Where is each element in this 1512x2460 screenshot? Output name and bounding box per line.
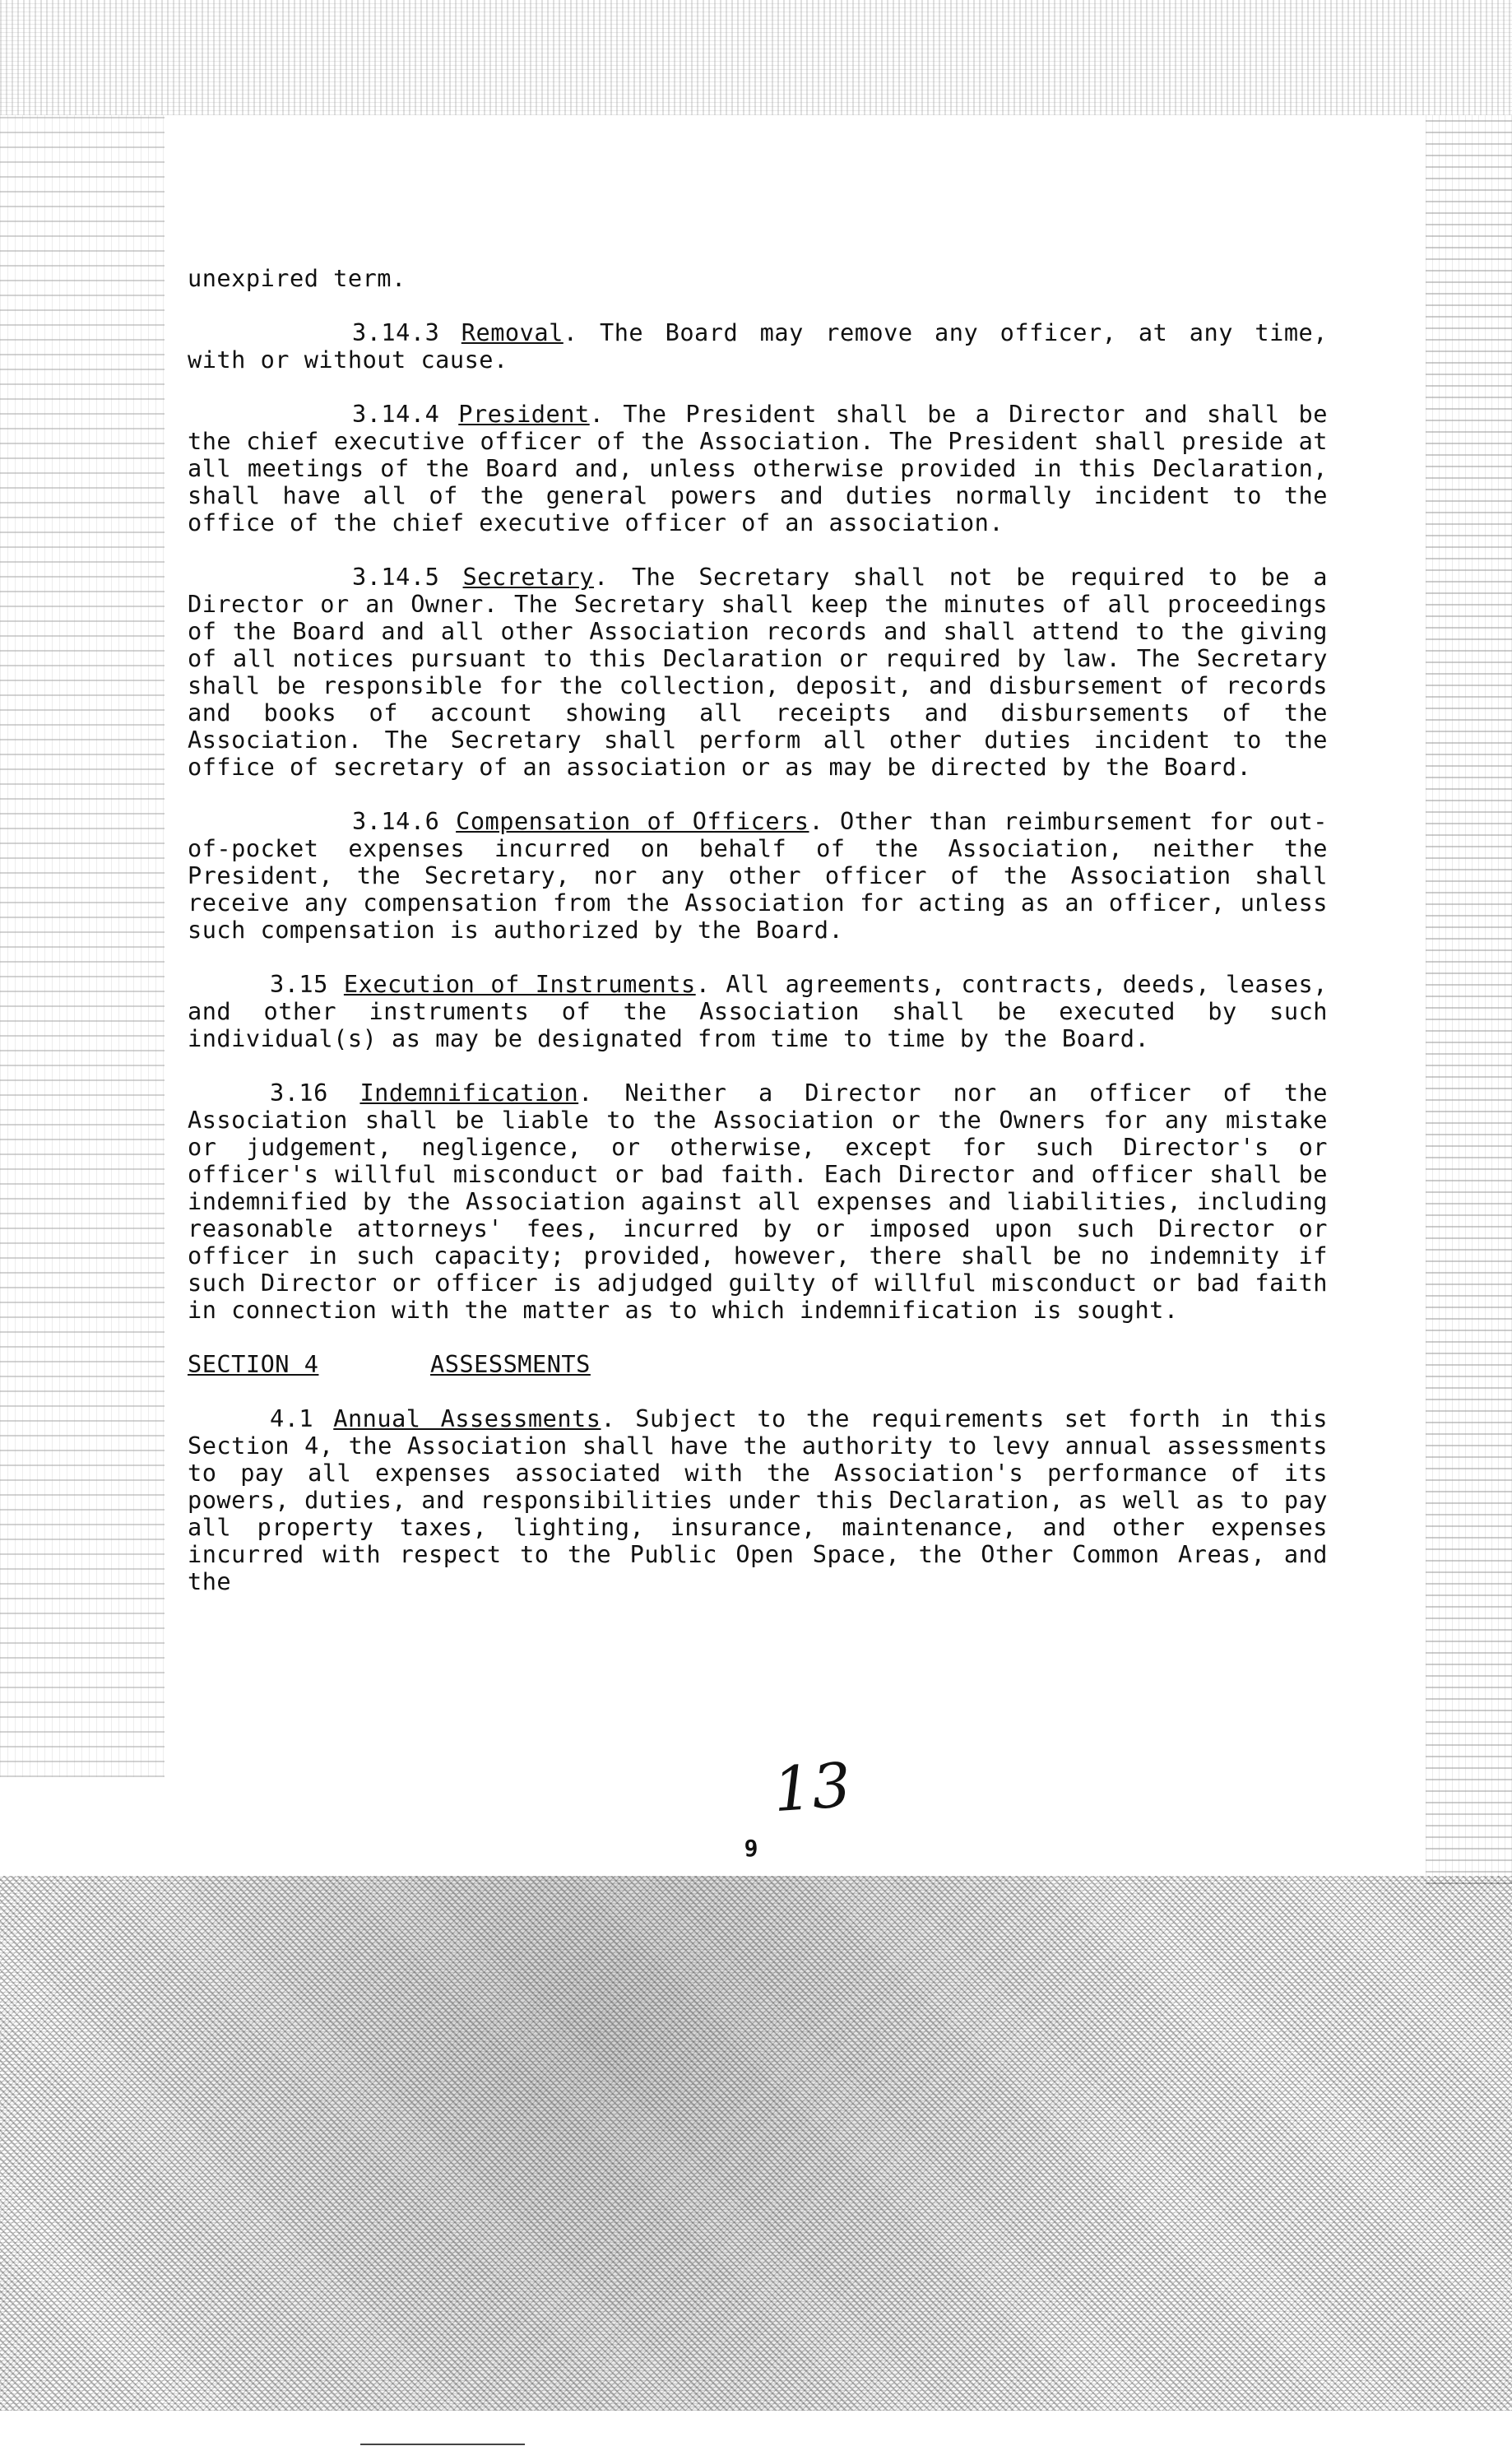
paragraph-annual-assessments <box>188 1405 1328 1595</box>
scan-noise-right-margin <box>1426 115 1512 1884</box>
paragraph-body: . The Board may remove any officer, at any time, with or without cause. <box>188 318 1328 374</box>
paragraph-heading: President <box>458 400 590 428</box>
paragraph-body: . The Secretary shall not be required to be a Director or an Owner. The Secretary shall keep the minutes of all proceedings of the Board and all other Association records and shall attend to the giving of all notices pursuant to this Declaration or required by law. The Secretary shall be responsible for the collection, deposit, and disbursement of records and books of account showing all receipts and disbursements of the Association. The Secretary shall perform all other duties incident to the office of secretary of an association or as may be directed by the Board. <box>188 563 1328 781</box>
paragraph-body: . Subject to the requirements set forth in this Section 4, the Association shall have the authority to levy annual assessments to pay all expenses associated with the Association's performance of its powers, duties, and responsibilities under this Declaration, as well as to pay all property taxes, lighting, insurance, maintenance, and other expenses incurred with respect to the Public Open Space, the Other Common Areas, and the <box>188 1404 1328 1595</box>
paragraph-lead: 3.14.6 <box>352 807 457 835</box>
paragraph-lead: 3.14.4 <box>352 400 459 428</box>
paragraph-lead: 3.16 <box>270 1079 360 1107</box>
section-title: ASSESSMENTS <box>430 1350 591 1378</box>
paragraph-execution-of-instruments <box>188 971 1328 1052</box>
paragraph-heading: Execution of Instruments <box>343 970 696 998</box>
section-heading <box>188 1351 1328 1378</box>
paragraph-unexpired-term <box>188 265 1328 292</box>
paragraph-compensation <box>188 808 1328 944</box>
paragraph-body: . Other than reimbursement for out-of-pocket expenses incurred on behalf of the Association, neither the President, the Secretary, nor any other officer of the Association shall receive any compensation from the Association for acting as an officer, unless such compensation is authorized by the Board. <box>188 807 1328 944</box>
section-number: SECTION 4 <box>188 1350 319 1378</box>
paragraph-president <box>188 401 1328 536</box>
paragraph-heading: Indemnification <box>359 1079 579 1107</box>
paragraph-secretary <box>188 564 1328 781</box>
paragraph-heading: Compensation of Officers <box>456 807 809 835</box>
paragraph-body: . The President shall be a Director and shall be the chief executive officer of the Association. The President shall preside at all meetings of the Board and, unless otherwise provided in this Declaration, shall have all of the general powers and duties normally incident to the office of the chief executive officer of an association. <box>188 400 1328 536</box>
paragraph-heading: Removal <box>461 318 564 346</box>
paragraph-body: . All agreements, contracts, deeds, leases, and other instruments of the Association shall be executed by such individual(s) as may be designated from time to time by the Board. <box>188 970 1328 1052</box>
scan-noise-bottom <box>0 1876 1512 2411</box>
paragraph-lead: 3.14.5 <box>352 563 463 591</box>
scan-noise-left-margin <box>0 115 165 1777</box>
paragraph-lead: 3.15 <box>270 970 344 998</box>
paragraph-indemnification <box>188 1079 1328 1324</box>
paragraph-body: . Neither a Director nor an officer of the Association shall be liable to the Association or the Owners for any mistake or judgement, negligence, or otherwise, except for such Director's or officer's willful misconduct or bad faith. Each Director and officer shall be indemnified by the Association against all expenses and liabilities, including reasonable attorneys' fees, incurred by or imposed upon such Director or officer in such capacity; provided, however, there shall be no indemnity if such Director or officer is adjudged guilty of willful misconduct or bad faith in connection with the matter as to which indemnification is sought. <box>188 1079 1329 1324</box>
paragraph-heading: Secretary <box>462 563 594 591</box>
paragraph-body: unexpired term. <box>188 264 406 292</box>
handwritten-page-number: 13 <box>771 1749 854 1826</box>
paragraph-lead: 4.1 <box>270 1404 334 1432</box>
paragraph-lead: 3.14.3 <box>352 318 461 346</box>
bottom-rule <box>360 2444 525 2445</box>
printed-page-number: 9 <box>744 1835 758 1862</box>
paragraph-removal <box>188 319 1328 374</box>
scan-noise-top <box>0 0 1512 115</box>
paragraph-heading: Annual Assessments <box>333 1404 601 1432</box>
document-page <box>188 265 1328 1622</box>
